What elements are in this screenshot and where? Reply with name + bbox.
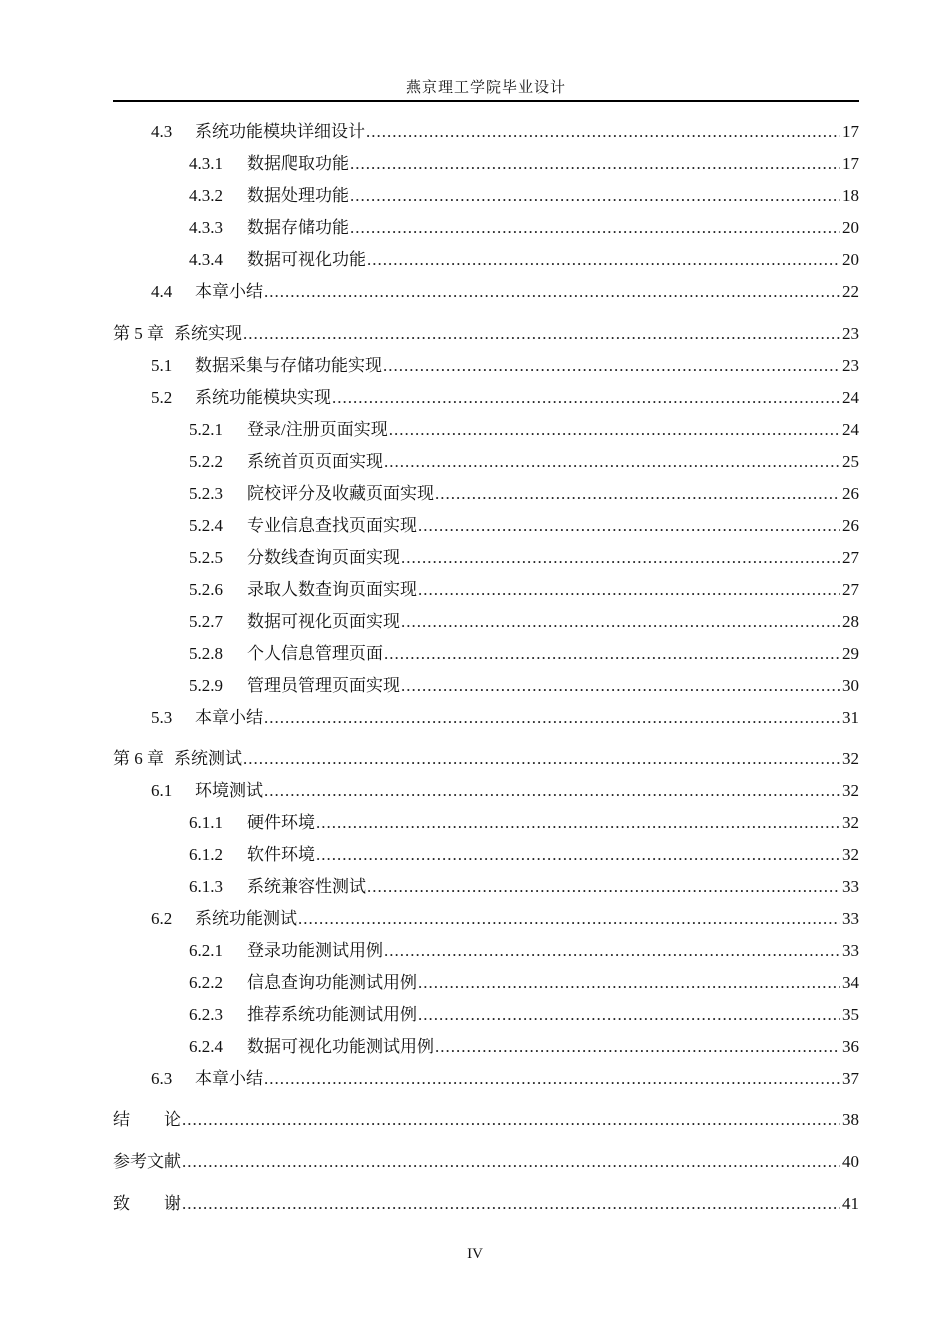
toc-entry[interactable] [113,1003,859,1027]
toc-dot-leader [332,386,840,410]
toc-entry-number: 4.3.3 [189,218,223,237]
toc-entry-number: 6.2.3 [189,1005,223,1024]
toc-entry-number: 6.2.2 [189,973,223,992]
page-header-title: 燕京理工学院毕业设计 [405,80,566,96]
toc-dot-leader [367,248,840,272]
toc-dot-leader [350,184,840,208]
toc-entry-number: 5.2.6 [189,580,223,599]
toc-entry[interactable] [113,610,859,634]
toc-entry-title: 个人信息管理页面 [247,644,383,663]
toc-entry-number: 6.1 [151,781,173,800]
toc-dot-leader [389,418,840,442]
toc-entry-title: 系统功能测试 [195,909,297,928]
toc-entry[interactable] [113,971,859,995]
toc-entry-number: 4.3 [151,122,173,141]
toc-entry-number: 6.2.1 [189,941,223,960]
toc-entry[interactable] [113,354,859,378]
toc-dot-leader [418,971,840,995]
toc-entry[interactable] [113,280,859,304]
toc-entry-number: 第 6 章 [113,749,164,768]
toc-entry-number: 6.1.3 [189,877,223,896]
toc-entry-title: 系统测试 [174,749,242,768]
toc-dot-leader [401,674,840,698]
toc-entry[interactable] [113,843,859,867]
toc-entry[interactable] [113,546,859,570]
toc-dot-leader [366,120,840,144]
toc-entry-page: 35 [842,1005,859,1024]
toc-entry-page: 20 [842,250,859,269]
toc-entry-title: 数据爬取功能 [247,154,349,173]
toc-entry-page: 33 [842,909,859,928]
toc-dot-leader [401,546,840,570]
toc-entry-title: 分数线查询页面实现 [247,548,400,567]
toc-dot-leader [243,322,840,346]
toc-entry-title: 硬件环境 [247,813,315,832]
toc-entry-title: 信息查询功能测试用例 [247,973,417,992]
toc-dot-leader [298,907,840,931]
toc-entry-title: 本章小结 [195,708,263,727]
toc-entry[interactable] [113,1035,859,1059]
toc-entry-title: 软件环境 [247,845,315,864]
toc-dot-leader [435,1035,840,1059]
toc-entry-number: 6.2 [151,909,173,928]
toc-entry-page: 28 [842,612,859,631]
toc-entry[interactable] [113,811,859,835]
toc-dot-leader [182,1108,840,1132]
toc-entry-title: 环境测试 [195,781,263,800]
toc-dot-leader [384,939,840,963]
toc-entry-title: 登录/注册页面实现 [247,420,388,439]
page-number: IV [467,1246,483,1262]
toc-dot-leader [435,482,840,506]
toc-entry-title: 本章小结 [195,1069,263,1088]
toc-entry-page: 31 [842,708,859,727]
toc-entry-title: 数据存储功能 [247,218,349,237]
toc-entry-title: 录取人数查询页面实现 [247,580,417,599]
toc-entry-title: 数据可视化功能测试用例 [247,1037,434,1056]
toc-entry-title: 数据可视化页面实现 [247,612,400,631]
toc-entry[interactable] [113,939,859,963]
toc-dot-leader [383,354,840,378]
toc-entry-number: 4.3.1 [189,154,223,173]
toc-entry[interactable] [113,120,859,144]
toc-entry[interactable] [113,418,859,442]
toc-entry-page: 32 [842,749,859,768]
toc-entry-page: 24 [842,388,859,407]
toc-dot-leader [316,843,840,867]
toc-entry-number: 第 5 章 [113,324,164,343]
toc-entry-number: 5.2 [151,388,173,407]
toc-entry-number: 6.3 [151,1069,173,1088]
toc-dot-leader [264,706,840,730]
toc-entry-page: 38 [842,1110,859,1129]
toc-entry[interactable] [113,674,859,698]
toc-dot-leader [182,1150,840,1174]
toc-entry-number: 5.1 [151,356,173,375]
toc-entry-number: 5.2.4 [189,516,223,535]
toc-entry-number: 5.3 [151,708,173,727]
toc-entry-title: 结 论 [113,1110,181,1129]
toc-entry-page: 26 [842,484,859,503]
toc-entry-page: 36 [842,1037,859,1056]
toc-entry[interactable] [113,450,859,474]
toc-entry-page: 22 [842,282,859,301]
toc-entry-title: 数据处理功能 [247,186,349,205]
toc-entry-title: 专业信息查找页面实现 [247,516,417,535]
toc-entry-page: 32 [842,845,859,864]
toc-dot-leader [367,875,840,899]
toc-entry-page: 41 [842,1194,859,1213]
toc-entry-number: 5.2.5 [189,548,223,567]
toc-entry[interactable] [113,514,859,538]
toc-dot-leader [182,1192,840,1216]
toc-entry[interactable] [113,1150,859,1174]
toc-entry-page: 24 [842,420,859,439]
toc-entry-title: 系统首页页面实现 [247,452,383,471]
toc-entry-page: 40 [842,1152,859,1171]
toc-entry-number: 6.1.1 [189,813,223,832]
toc-entry-page: 30 [842,676,859,695]
toc-dot-leader [350,152,840,176]
toc-dot-leader [316,811,840,835]
toc-entry-title: 系统功能模块详细设计 [195,122,365,141]
toc-dot-leader [264,280,840,304]
toc-entry-number: 5.2.1 [189,420,223,439]
toc-dot-leader [384,642,840,666]
toc-dot-leader [350,216,840,240]
toc-entry[interactable] [113,248,859,272]
toc-entry[interactable] [113,779,859,803]
toc-entry-page: 27 [842,580,859,599]
toc-entry[interactable] [113,706,859,730]
toc-entry[interactable] [113,875,859,899]
toc-entry-number: 5.2.7 [189,612,223,631]
toc-dot-leader [401,610,840,634]
toc-entry[interactable] [113,907,859,931]
toc-entry-title: 致 谢 [113,1194,181,1213]
toc-entry-title: 登录功能测试用例 [247,941,383,960]
header-rule [113,100,859,102]
toc-entry-number: 4.4 [151,282,173,301]
toc-dot-leader [418,514,840,538]
toc-entry[interactable] [113,386,859,410]
toc-entry-title: 系统实现 [174,324,242,343]
toc-entry-title: 参考文献 [113,1152,181,1171]
toc-entry-number: 5.2.9 [189,676,223,695]
toc-entry-page: 37 [842,1069,859,1088]
toc-entry-title: 管理员管理页面实现 [247,676,400,695]
toc-entry-page: 33 [842,877,859,896]
toc-entry[interactable] [113,1067,859,1091]
toc-entry-number: 4.3.2 [189,186,223,205]
toc-entry-page: 25 [842,452,859,471]
toc-entry-page: 33 [842,941,859,960]
toc-entry-page: 29 [842,644,859,663]
toc-dot-leader [418,578,840,602]
toc-entry-page: 32 [842,781,859,800]
toc-dot-leader [384,450,840,474]
toc-entry[interactable] [113,322,859,346]
toc-entry-title: 数据采集与存储功能实现 [195,356,382,375]
toc-entry-number: 5.2.2 [189,452,223,471]
toc-entry-page: 26 [842,516,859,535]
toc-entry[interactable] [113,1108,859,1132]
toc-entry-title: 系统兼容性测试 [247,877,366,896]
toc-entry[interactable] [113,152,859,176]
toc-entry[interactable] [113,216,859,240]
toc-dot-leader [264,779,840,803]
toc-entry-page: 20 [842,218,859,237]
toc-entry-page: 17 [842,122,859,141]
toc-entry[interactable] [113,482,859,506]
toc-entry-page: 34 [842,973,859,992]
toc-entry-page: 17 [842,154,859,173]
toc-entry[interactable] [113,642,859,666]
toc-entry-title: 数据可视化功能 [247,250,366,269]
toc-dot-leader [264,1067,840,1091]
toc-dot-leader [243,747,840,771]
toc-entry-number: 5.2.3 [189,484,223,503]
toc-entry-title: 系统功能模块实现 [195,388,331,407]
toc-entry[interactable] [113,747,859,771]
toc-entry-number: 6.2.4 [189,1037,223,1056]
toc-dot-leader [418,1003,840,1027]
toc-entry-number: 4.3.4 [189,250,223,269]
toc-entry-page: 27 [842,548,859,567]
toc-entry-title: 院校评分及收藏页面实现 [247,484,434,503]
toc-entry[interactable] [113,184,859,208]
toc-entry-page: 23 [842,356,859,375]
toc-entry-number: 6.1.2 [189,845,223,864]
toc-entry-page: 23 [842,324,859,343]
toc-entry[interactable] [113,1192,859,1216]
toc-entry-title: 推荐系统功能测试用例 [247,1005,417,1024]
toc-entry[interactable] [113,578,859,602]
toc-entry-title: 本章小结 [195,282,263,301]
toc-entry-page: 18 [842,186,859,205]
toc-entry-number: 5.2.8 [189,644,223,663]
toc-entry-page: 32 [842,813,859,832]
